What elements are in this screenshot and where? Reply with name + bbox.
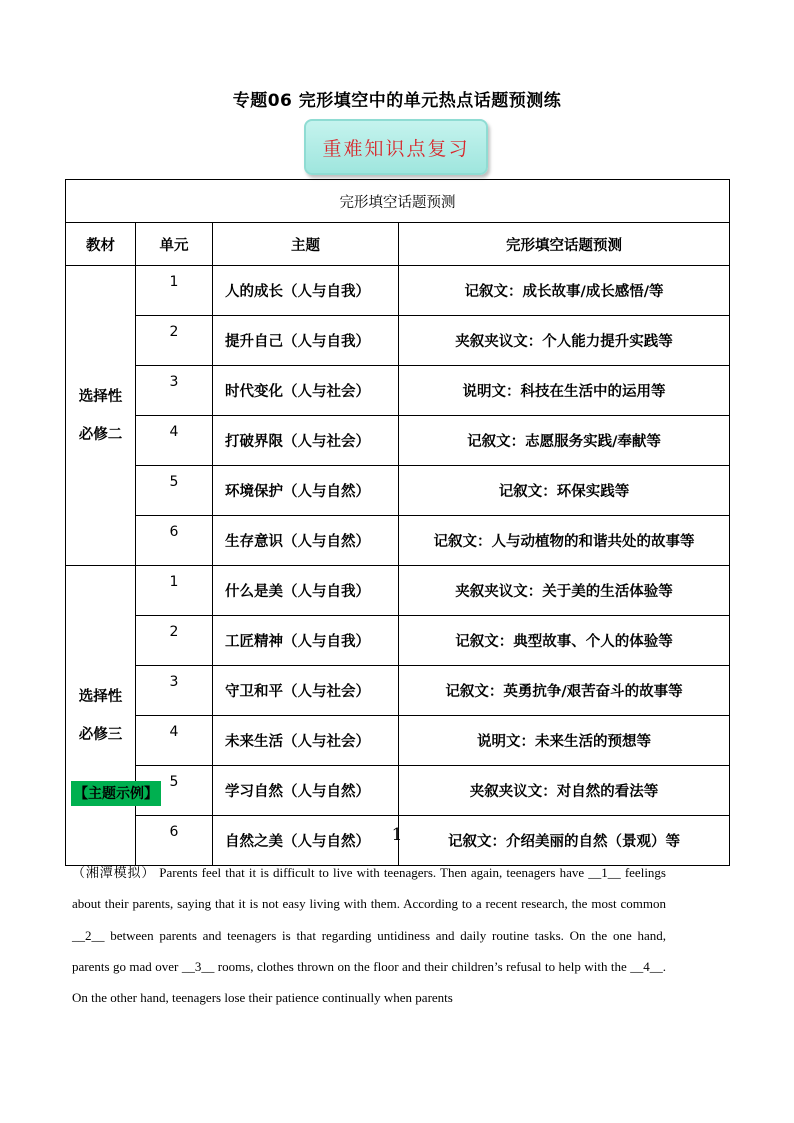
cloze-blank-1: __1__ bbox=[588, 865, 621, 880]
header-theme: 主题 bbox=[213, 223, 399, 266]
passage-number: 1 bbox=[391, 825, 403, 845]
book-name-line1: 选择性 bbox=[78, 688, 123, 705]
unit-cell: 2 bbox=[136, 316, 213, 366]
book-name-line2: 必修二 bbox=[78, 426, 123, 443]
unit-cell: 4 bbox=[136, 716, 213, 766]
prediction-cell: 记叙文：典型故事、个人的体验等 bbox=[399, 616, 730, 666]
prediction-cell: 记叙文：英勇抗争/艰苦奋斗的故事等 bbox=[399, 666, 730, 716]
unit-cell: 6 bbox=[136, 816, 213, 866]
unit-cell: 2 bbox=[136, 616, 213, 666]
prediction-cell: 记叙文：志愿服务实践/奉献等 bbox=[399, 416, 730, 466]
unit-cell: 1 bbox=[136, 566, 213, 616]
cloze-blank-3: __3__ bbox=[181, 958, 215, 974]
theme-cell: 提升自己（人与自我） bbox=[213, 316, 399, 366]
passage-segment: Parents feel that it is difficult to live with teenagers. Then again, teenagers have bbox=[155, 865, 589, 880]
table-row bbox=[66, 266, 730, 316]
passage-text bbox=[72, 857, 666, 1013]
prediction-cell: 夹叙夹议文：关于美的生活体验等 bbox=[399, 566, 730, 616]
theme-cell: 什么是美（人与自我） bbox=[213, 566, 399, 616]
prediction-cell: 夹叙夹议文：对自然的看法等 bbox=[399, 766, 730, 816]
theme-cell: 生存意识（人与自然） bbox=[213, 516, 399, 566]
section-badge: 重难知识点复习 bbox=[304, 119, 488, 175]
passage-segment: . On the other hand, teenagers lose their patience continually when parents bbox=[72, 958, 666, 1006]
unit-cell: 3 bbox=[136, 666, 213, 716]
theme-cell: 守卫和平（人与社会） bbox=[213, 666, 399, 716]
table-header-row bbox=[66, 223, 730, 266]
unit-cell: 6 bbox=[136, 516, 213, 566]
cloze-blank-2: __2__ bbox=[72, 927, 105, 943]
book-cell bbox=[66, 266, 136, 566]
topic-prediction-table bbox=[65, 179, 730, 866]
table-row bbox=[66, 566, 730, 616]
cloze-blank-4: __4__ bbox=[630, 958, 663, 974]
table-row bbox=[66, 366, 730, 416]
prediction-cell: 记叙文：介绍美丽的自然（景观）等 bbox=[399, 816, 730, 866]
theme-cell: 时代变化（人与社会） bbox=[213, 366, 399, 416]
theme-cell: 环境保护（人与自然） bbox=[213, 466, 399, 516]
header-book: 教材 bbox=[66, 223, 136, 266]
unit-cell: 3 bbox=[136, 366, 213, 416]
unit-cell: 4 bbox=[136, 416, 213, 466]
theme-cell: 自然之美（人与自然） bbox=[213, 816, 399, 866]
table-row bbox=[66, 716, 730, 766]
passage-segment: between parents and teenagers is that regarding untidiness and daily routine tasks. On the one hand, parents go mad over bbox=[72, 927, 666, 974]
table-row bbox=[66, 766, 730, 816]
theme-cell: 人的成长（人与自我） bbox=[213, 266, 399, 316]
unit-cell: 1 bbox=[136, 266, 213, 316]
book-cell bbox=[66, 566, 136, 866]
theme-cell: 未来生活（人与社会） bbox=[213, 716, 399, 766]
table-row bbox=[66, 616, 730, 666]
table-row bbox=[66, 666, 730, 716]
passage-segment: feelings about their parents, saying that it is not easy living with them. According to a recent research, the most common bbox=[72, 865, 666, 912]
book-name-line2: 必修三 bbox=[78, 726, 123, 743]
table-row bbox=[66, 416, 730, 466]
prediction-cell: 说明文：科技在生活中的运用等 bbox=[399, 366, 730, 416]
theme-cell: 工匠精神（人与自我） bbox=[213, 616, 399, 666]
book-name-line1: 选择性 bbox=[78, 388, 123, 405]
table-row bbox=[66, 316, 730, 366]
table-row bbox=[66, 516, 730, 566]
header-prediction: 完形填空话题预测 bbox=[399, 223, 730, 266]
table-row bbox=[66, 466, 730, 516]
theme-cell: 学习自然（人与自然） bbox=[213, 766, 399, 816]
page-title: 专题06 完形填空中的单元热点话题预测练 bbox=[232, 91, 562, 111]
section-tag: 【主题示例】 bbox=[71, 781, 161, 806]
prediction-cell: 说明文：未来生活的预想等 bbox=[399, 716, 730, 766]
unit-cell: 5 bbox=[136, 466, 213, 516]
theme-cell: 打破界限（人与社会） bbox=[213, 416, 399, 466]
header-unit: 单元 bbox=[136, 223, 213, 266]
prediction-cell: 夹叙夹议文：个人能力提升实践等 bbox=[399, 316, 730, 366]
passage-segment: rooms, clothes thrown on the floor and their children’s refusal to help with the bbox=[214, 958, 631, 974]
table-caption: 完形填空话题预测 bbox=[66, 180, 730, 223]
unit-cell: 5 bbox=[136, 766, 213, 816]
prediction-cell: 记叙文：成长故事/成长感悟/等 bbox=[399, 266, 730, 316]
passage-source: （湘潭模拟） bbox=[72, 865, 156, 880]
prediction-cell: 记叙文：环保实践等 bbox=[399, 466, 730, 516]
prediction-cell: 记叙文：人与动植物的和谐共处的故事等 bbox=[399, 516, 730, 566]
